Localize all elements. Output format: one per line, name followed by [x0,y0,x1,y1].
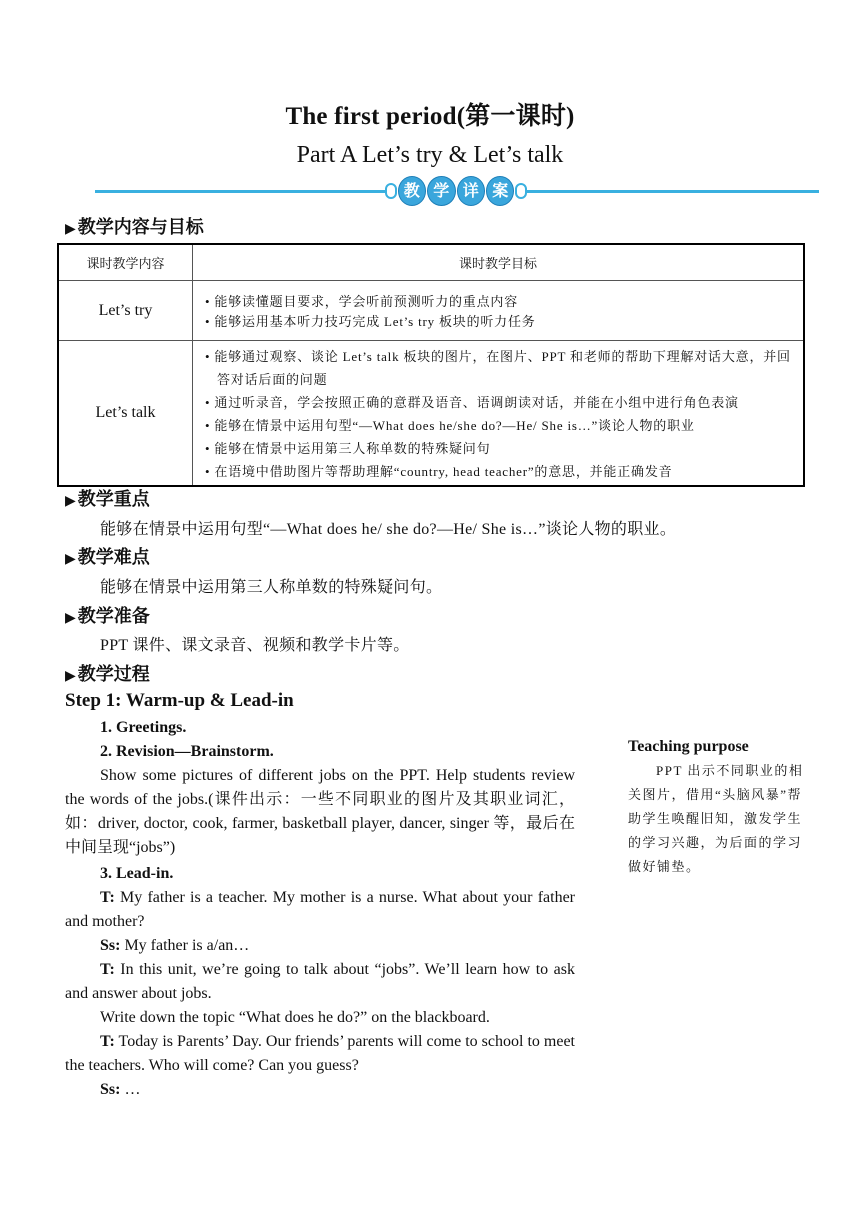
table-cell-goals [193,341,805,487]
dialogue-text: In this unit, we’re going to talk about “jobs”. We’ll learn how to ask and answer about jobs. [65,961,575,1002]
table-row [58,341,804,487]
banner-char: 详 [457,176,485,206]
table-cell-content: Let’s talk [58,341,193,487]
banner-cap-right [515,183,527,199]
table-cell-content: Let’s try [58,281,193,341]
table-cell-goals [193,281,805,341]
preparation-text: PPT 课件、课文录音、视频和教学卡片等。 [100,637,410,654]
section-heading-preparation: ▶ 教学准备 [65,606,150,627]
section-heading-process: ▶ 教学过程 [65,664,150,685]
goal-item: • 通过听录音，学会按照正确的意群及语音、语调朗读对话，并能在小组中进行角色表演 [205,395,739,410]
speaker-label: Ss: [100,1081,121,1098]
dialogue-text: Today is Parents’ Day. Our friends’ parents will come to school to meet the teachers. Who will come? Can you guess? [65,1033,575,1074]
dialogue-line [65,886,575,934]
lesson-body [65,716,575,1102]
subheading-leadin: 3. Lead-in. [100,865,174,882]
banner-char: 教 [398,176,426,206]
banner-line-right [527,190,819,193]
subheading-greetings: 1. Greetings. [100,719,187,736]
goal-item: • 能够通过观察、谈论 Let’s talk 板块的图片，在图片、PPT 和老师的帮助下理解对话大意，并回答对话后面的问题 [205,349,791,387]
key-points-text: 能够在情景中运用句型“—What does he/ she do?—He/ She is…”谈论人物的职业。 [100,521,677,538]
dialogue-text: My father is a teacher. My mother is a nurse. What about your father and mother? [65,889,575,930]
banner-char: 学 [427,176,455,206]
speaker-label: T: [100,889,115,906]
triangle-bullet-icon: ▶ [65,610,76,626]
dialogue-line [65,934,575,958]
banner-line-left [95,190,385,193]
speaker-label: T: [100,1033,115,1050]
revision-paragraph: Show some pictures of different jobs on the PPT. Help students review the words of the jobs.(课件出示：一些不同职业的图片及其职业词汇，如：driver, doctor, cook, farmer, basketball player, dancer, singer 等，最后在中间呈现“jobs”) [65,767,575,856]
dialogue-line [65,1078,575,1102]
difficulties-text: 能够在情景中运用第三人称单数的特殊疑问句。 [100,579,443,596]
dialogue-line [65,1006,575,1030]
goal-item: • 能够运用基本听力技巧完成 Let’s try 板块的听力任务 [205,313,536,329]
sidebar-heading: Teaching purpose [628,738,749,755]
banner-cap-left [385,183,397,199]
goal-item: • 能够读懂题目要求，学会听前预测听力的重点内容 [205,293,519,309]
section-heading-content-goals: ▶ 教学内容与目标 [65,217,204,238]
goal-item: • 能够在情景中运用第三人称单数的特殊疑问句 [205,441,491,456]
table-header-cell: 课时教学内容 [58,244,193,281]
table-header-row [58,244,804,281]
page-title: The first period(第一课时) [285,103,575,130]
table-header-cell: 课时教学目标 [193,244,805,281]
table-row [58,281,804,341]
speaker-label: T: [100,961,115,978]
dialogue-text: My father is a/an… [120,937,250,954]
goal-item: • 能够在情景中运用句型“—What does he/she do?—He/ She is…”谈论人物的职业 [205,418,695,433]
speaker-label: Ss: [100,937,121,954]
page-subtitle: Part A Let’s try & Let’s talk [296,142,564,168]
triangle-bullet-icon: ▶ [65,221,76,237]
dialogue-text: … [120,1081,141,1098]
dialogue-line [65,958,575,1006]
dialogue-text: Write down the topic “What does he do?” on the blackboard. [100,1009,490,1026]
section-heading-key-points: ▶ 教学重点 [65,489,150,510]
banner-pill [385,176,527,206]
dialogue-line [65,1030,575,1078]
triangle-bullet-icon: ▶ [65,668,76,684]
step-title: Step 1: Warm-up & Lead-in [65,690,294,711]
subheading-revision: 2. Revision—Brainstorm. [100,743,274,760]
triangle-bullet-icon: ▶ [65,551,76,567]
section-heading-difficulties: ▶ 教学难点 [65,547,150,568]
goals-table [57,243,805,487]
teaching-purpose-sidebar [628,738,814,879]
section-banner [95,176,819,208]
goal-item: • 在语境中借助图片等帮助理解“country, head teacher”的意思，并能正确发音 [205,464,673,479]
banner-char: 案 [486,176,514,206]
triangle-bullet-icon: ▶ [65,493,76,509]
sidebar-text: PPT 出示不同职业的相关图片，借用“头脑风暴”帮助学生唤醒旧知，激发学生的学习兴趣，为后面的学习做好铺垫。 [628,763,804,874]
